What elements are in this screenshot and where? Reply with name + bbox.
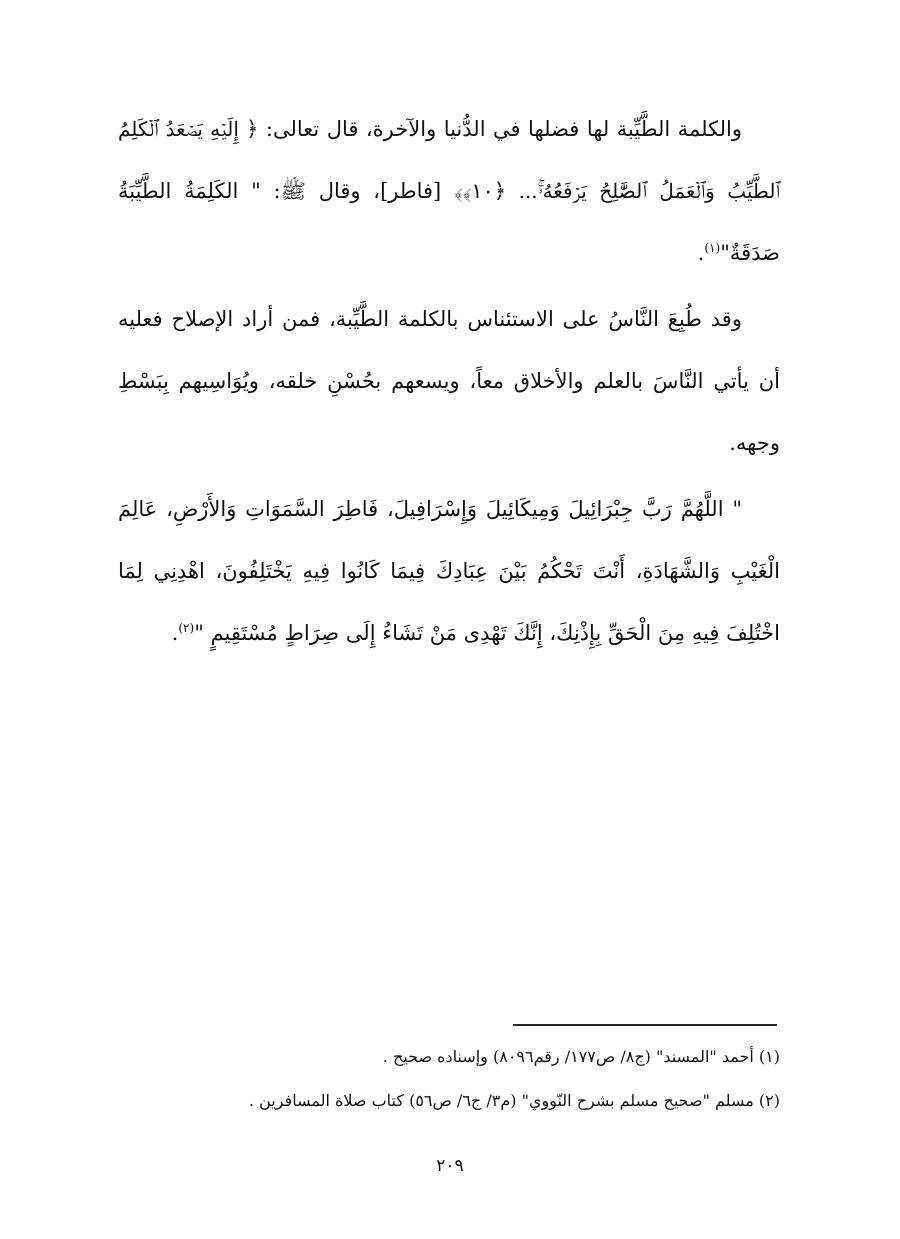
ayah-number: ﴿١٠﴾ (462, 179, 507, 203)
paragraph-1-intro: والكلمة الطَّيِّبة لها فضلها في الدُّنيا والآخرة، قال تعالى: ﴿ (246, 117, 743, 141)
paragraph-supplication (118, 478, 780, 664)
paragraph-3-end: . (171, 621, 179, 645)
footnotes (140, 1040, 780, 1128)
page-number: ٢٠٩ (436, 1156, 464, 1176)
footnote-divider (513, 1024, 777, 1026)
quran-verse: إِلَيۡهِ يَصۡعَدُ ٱلۡكَلِمُ ٱلطَّيِّبُ وَٱلۡعَمَلُ ٱلصَّٰلِحُ يَرۡفَعُهُۥۚ... (118, 117, 780, 203)
footnote-2: (٢) مسلم "صحيح مسلم بشرح النّووي" (م٣/ ج٦/ ص٥٦) كتاب صلاة المسافرين . (248, 1091, 780, 1110)
main-text (118, 98, 780, 664)
footnote-ref-2[interactable]: (٢) (178, 621, 195, 635)
supplication-text: " اللَّهُمَّ رَبَّ جِبْرَائِيلَ وَمِيكَائِيلَ وَإِسْرَافِيلَ، فَاطِرَ السَّمَوَاتِ وَالأَرْضِ، عَالِمَ الْغَيْبِ وَالشَّهَادَةِ، أَنْتَ تَحْكُمُ بَيْنَ عِبَادِكَ فِيمَا كَانُوا فِيهِ يَخْتَلِفُونَ، اهْدِنِي لِمَا اخْتُلِفَ فِيهِ مِنَ الْحَقِّ بِإِذْنِكَ، إِنَّكَ تَهْدِى مَنْ تَشَاءُ إِلَى صِرَاطٍ مُسْتَقِيمٍ " (118, 497, 780, 645)
paragraph-reform: وقد طُبِعَ النَّاسُ على الاستئناس بالكلمة الطَّيِّبة، فمن أراد الإصلاح فعليه أن يأتي النَّاسَ بالعلم والأخلاق معاً، ويسعهم بحُسْنِ خلقه، ويُوَاسِيهم بِبَسْطِ وجهه. (118, 307, 780, 455)
footnote-1: (١) أحمد "المسند" (ج٨/ ص١٧٧/ رقم٨٠٩٦) وإسناده صحيح . (382, 1047, 780, 1066)
footnote-ref-1[interactable]: (١) (704, 241, 721, 255)
paragraph-good-word (118, 98, 780, 284)
paragraph-1-hadith: ﴾ [فاطر]، وقال ﷺ: " الكَلِمَةُ الطَّيِّبَةُ صَدَقَةٌ" (118, 179, 780, 265)
paragraph-1-end: . (697, 241, 705, 265)
